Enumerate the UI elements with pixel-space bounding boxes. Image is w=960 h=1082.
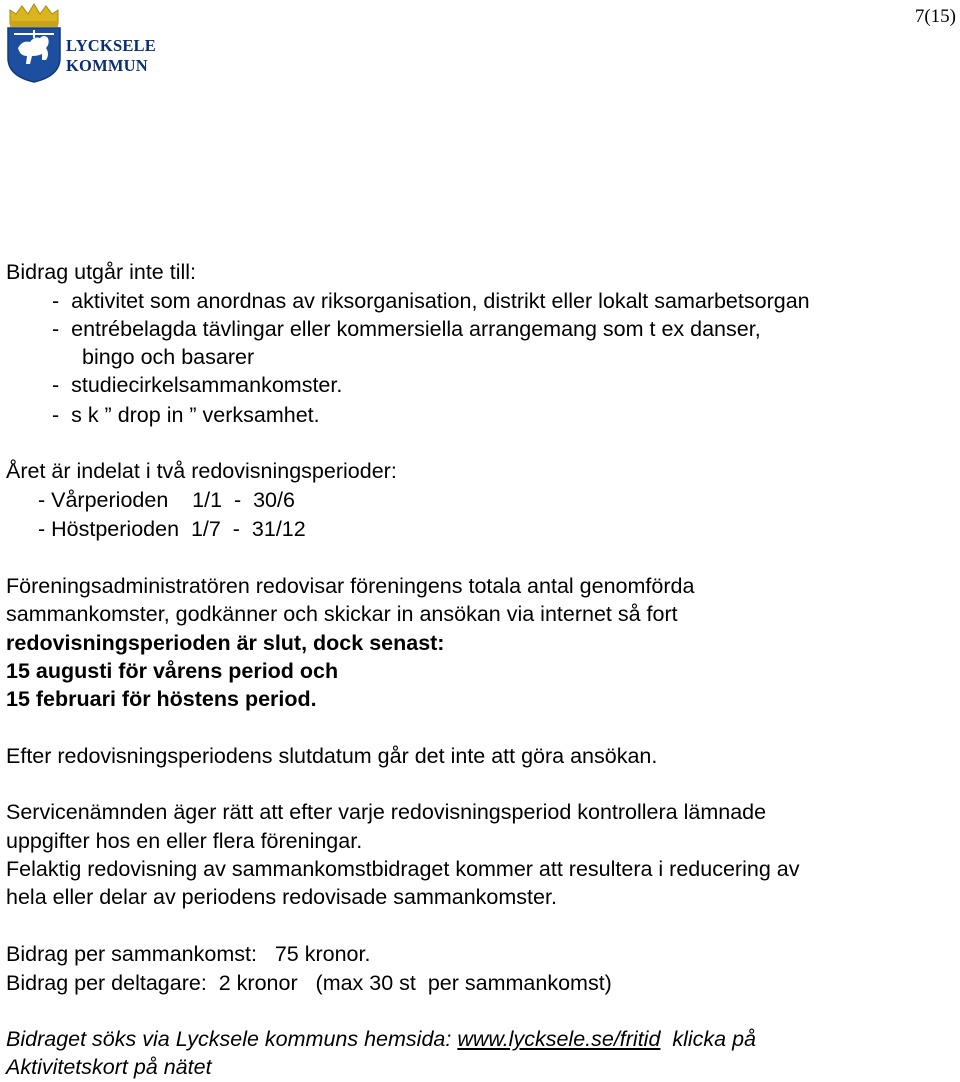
- reporting-text-line: sammankomster, godkänner och skickar in ansökan via internet så fort: [6, 602, 678, 626]
- exclusion-item-continuation: bingo och basarer: [82, 345, 255, 369]
- exclusion-text: aktivitet som anordnas av riksorganisation, distrikt eller lokalt samarbetsorgan: [71, 289, 810, 313]
- page-number: 7(15): [914, 6, 956, 27]
- deadline-note: Efter redovisningsperiodens slutdatum går det inte att göra ansökan.: [6, 744, 658, 768]
- application-text: Bidraget söks via Lycksele kommuns hemsida:: [6, 1027, 458, 1051]
- application-text-after: klicka på: [660, 1027, 757, 1051]
- crest-icon: [4, 2, 64, 84]
- application-line-2: Aktivitetskort på nätet: [6, 1055, 212, 1079]
- amount-per-meeting: Bidrag per sammankomst: 75 kronor.: [6, 942, 371, 966]
- spring-period: - Vårperioden 1/1 - 30/6: [38, 488, 295, 512]
- exclusion-text: entrébelagda tävlingar eller kommersiella arrangemang som t ex danser,: [71, 317, 761, 341]
- reporting-deadline-line: 15 augusti för vårens period och: [6, 659, 339, 683]
- exclusion-text: studiecirkelsammankomster.: [71, 373, 343, 397]
- exclusions-heading: Bidrag utgår inte till:: [6, 260, 197, 284]
- logo-text-line1: LYCKSELE: [66, 36, 156, 55]
- control-text-line: uppgifter hos en eller flera föreningar.: [6, 829, 363, 853]
- exclusion-text: s k ” drop in ” verksamhet.: [71, 403, 320, 427]
- exclusion-item: - aktivitet som anordnas av riksorganisation, distrikt eller lokalt samarbetsorgan: [52, 289, 810, 313]
- application-line: [6, 1025, 756, 1053]
- fritid-link[interactable]: www.lycksele.se/fritid: [457, 1027, 661, 1051]
- periods-heading: Året är indelat i två redovisningsperioder:: [6, 459, 397, 483]
- exclusion-item: - studiecirkelsammankomster.: [52, 373, 343, 397]
- exclusion-item: - entrébelagda tävlingar eller kommersiella arrangemang som t ex danser,: [52, 317, 761, 341]
- control-text-line: hela eller delar av periodens redovisade sammankomster.: [6, 885, 557, 909]
- control-text-line: Felaktig redovisning av sammankomstbidraget kommer att resultera i reducering av: [6, 857, 800, 881]
- autumn-period: - Höstperioden 1/7 - 31/12: [38, 517, 306, 541]
- reporting-deadline-line: 15 februari för höstens period.: [6, 687, 317, 711]
- reporting-deadline-line: redovisningsperioden är slut, dock senast:: [6, 631, 445, 655]
- lycksele-kommun-logo: [4, 2, 156, 84]
- logo-text-line2: KOMMUN: [66, 56, 148, 75]
- reporting-text-line: Föreningsadministratören redovisar föreningens totala antal genomförda: [6, 574, 695, 598]
- control-text-line: Servicenämnden äger rätt att efter varje redovisningsperiod kontrollera lämnade: [6, 800, 767, 824]
- exclusion-item: - s k ” drop in ” verksamhet.: [52, 403, 320, 427]
- amount-per-participant: Bidrag per deltagare: 2 kronor (max 30 st per sammankomst): [6, 971, 612, 995]
